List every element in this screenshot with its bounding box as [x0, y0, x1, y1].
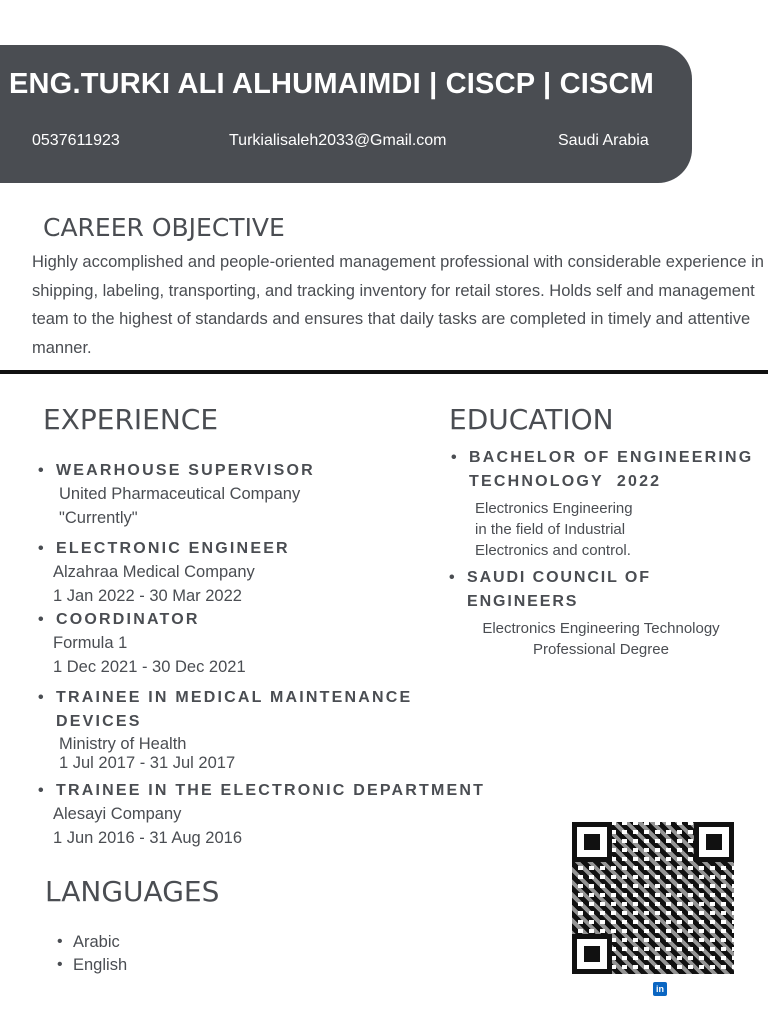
bullet-icon: • — [57, 955, 63, 973]
country: Saudi Arabia — [558, 132, 649, 149]
email-address[interactable]: Turkialisaleh2033@Gmail.com — [229, 132, 447, 149]
education-item — [449, 446, 767, 561]
experience-item — [36, 608, 506, 679]
header-banner — [0, 45, 692, 183]
bullet-icon: • — [38, 689, 44, 706]
job-company: Formula 1 — [53, 634, 128, 652]
job-company: Alzahraa Medical Company — [53, 563, 255, 581]
bullet-icon: • — [38, 782, 44, 799]
job-dates: 1 Dec 2021 - 30 Dec 2021 — [53, 657, 246, 676]
bullet-icon: • — [38, 462, 44, 479]
phone-number: 0537611923 — [32, 132, 120, 149]
education-detail: Electronics Engineering — [475, 500, 633, 517]
languages-heading: LANGUAGES — [45, 875, 220, 908]
bullet-icon: • — [38, 611, 44, 628]
candidate-name: ENG.TURKI ALI ALHUMAIMDI | CISCP | CISCM — [9, 68, 655, 100]
job-company: Ministry of Health — [59, 735, 187, 753]
bullet-icon: • — [451, 449, 457, 466]
job-title: ELECTRONIC ENGINEER — [56, 540, 290, 557]
bullet-icon: • — [57, 933, 63, 950]
language-item: • Arabic — [55, 931, 127, 954]
career-objective-heading: CAREER OBJECTIVE — [43, 213, 285, 242]
education-item — [447, 566, 767, 660]
job-title: WEARHOUSE SUPERVISOR — [56, 462, 315, 479]
job-dates: 1 Jun 2016 - 31 Aug 2016 — [53, 828, 242, 847]
job-title: TRAINEE IN THE ELECTRONIC DEPARTMENT — [56, 782, 486, 799]
language-item: • English — [55, 954, 127, 977]
linkedin-icon[interactable]: in — [653, 982, 667, 996]
languages-list — [55, 931, 127, 976]
job-dates: "Currently" — [59, 508, 138, 527]
experience-item — [36, 459, 506, 530]
job-dates: 1 Jan 2022 - 30 Mar 2022 — [53, 586, 242, 605]
education-title: SAUDI COUNCIL OF ENGINEERS — [467, 569, 651, 610]
education-detail: in the field of Industrial — [475, 521, 626, 538]
job-dates: 1 Jul 2017 - 31 Jul 2017 — [59, 754, 236, 772]
job-company: United Pharmaceutical Company — [59, 485, 301, 503]
bullet-icon: • — [449, 569, 455, 586]
experience-item — [36, 537, 506, 608]
experience-item — [36, 686, 456, 773]
job-title: TRAINEE IN MEDICAL MAINTENANCE DEVICES — [56, 689, 413, 730]
education-detail: Electronics and control. — [475, 542, 631, 559]
qr-code-icon[interactable] — [572, 822, 734, 974]
experience-heading: EXPERIENCE — [43, 403, 219, 436]
job-title: COORDINATOR — [56, 611, 200, 628]
education-detail: Electronics Engineering Technology — [482, 620, 720, 637]
education-heading: EDUCATION — [449, 403, 614, 436]
bullet-icon: • — [38, 540, 44, 557]
experience-item — [36, 779, 506, 850]
career-objective-text: Highly accomplished and people-oriented management professional with considerable experience in shipping, labeling, transporting, and tracking inventory for retail stores. Holds self and management team to the highest of standards and ensures that daily tasks are completed in timely and attentive manner. — [32, 253, 764, 357]
education-detail: Professional Degree — [533, 641, 669, 658]
section-divider — [0, 370, 768, 374]
education-title: BACHELOR OF ENGINEERING TECHNOLOGY 2022 — [469, 449, 761, 490]
job-company: Alesayi Company — [53, 805, 182, 823]
